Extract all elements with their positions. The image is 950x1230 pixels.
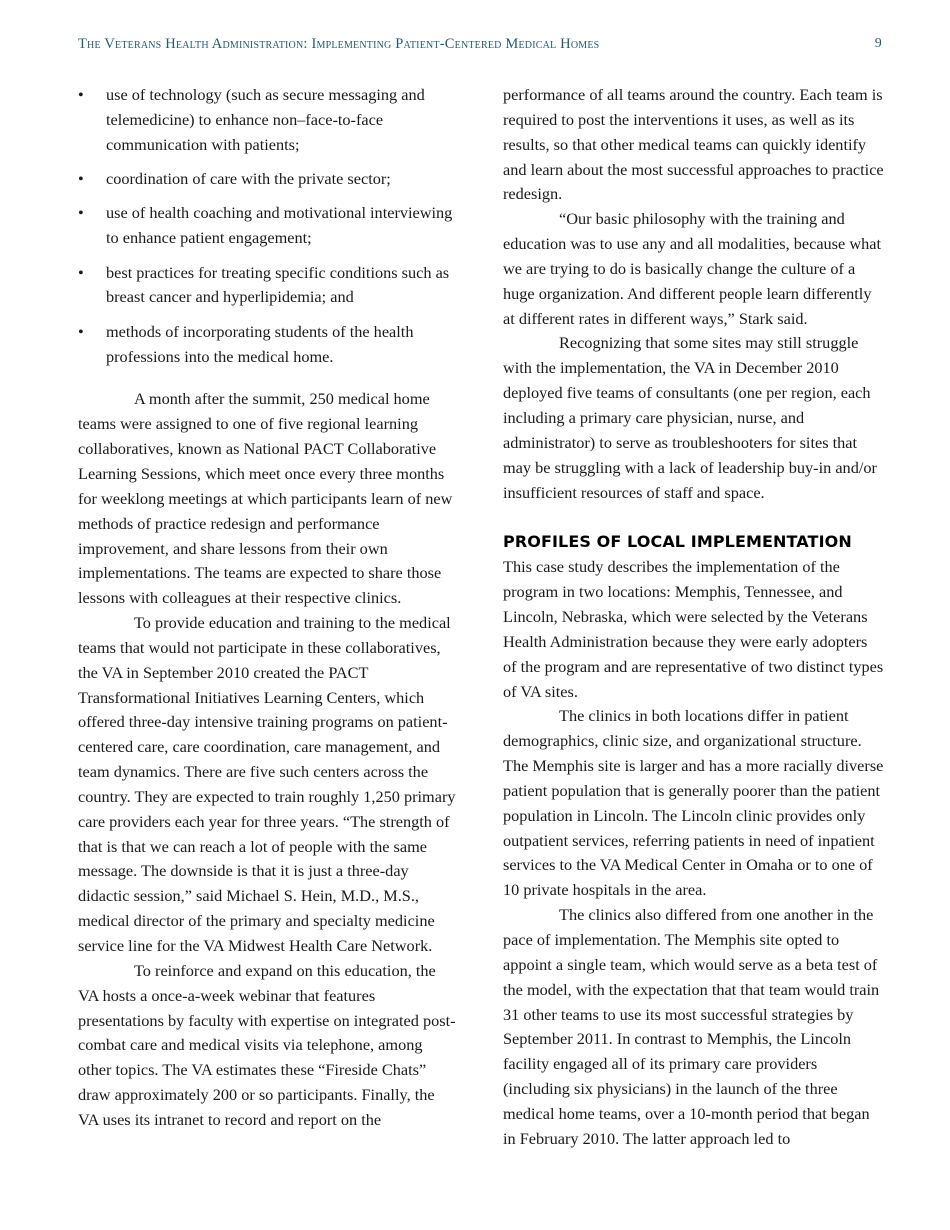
- bullet-icon: •: [78, 203, 84, 223]
- bullet-list: [78, 83, 458, 369]
- body-paragraph: A month after the summit, 250 medical home teams were assigned to one of five regional learning collaboratives, known as National PACT Collaborative Learning Sessions, which meet once every three months for weeklong meetings at which participants learn of new methods of practice redesign and performance improvement, and share lessons from their own implementations. The teams are expected to share those lessons with colleagues at their respective clinics.: [78, 389, 453, 608]
- body-paragraph: The clinics also differed from one another in the pace of implementation. The Memphis site opted to appoint a single team, which would serve as a beta test of the model, with the expectation that that team would train 31 other teams to use its most successful strategies by September 2011. In contrast to Memphis, the Lincoln facility engaged all of its primary care providers (including six physicians) in the launch of the three medical home teams, over a 10-month period that began in February 2010. The latter approach led to: [503, 905, 880, 1148]
- body-paragraph: The clinics in both locations differ in patient demographics, clinic size, and organizational structure. The Memphis site is larger and has a more racially diverse patient population that is generally poorer than the patient population in Lincoln. The Lincoln clinic provides only outpatient services, referring patients in need of inpatient services to the VA Medical Center in Omaha or to one of 10 private hospitals in the area.: [503, 706, 884, 900]
- body-paragraph: To reinforce and expand on this education, the VA hosts a once-a-week webinar that features presentations by faculty with expertise on integrated post-combat care and medical visits via telephone, among other topics. The VA estimates these “Fireside Chats” draw approximately 200 or so participants. Finally, the VA uses its intranet to record and report on the: [78, 960, 456, 1129]
- right-column: [503, 83, 885, 1152]
- list-item: • best practices for treating specific conditions such as breast cancer and hyperlipidemia; and: [78, 262, 450, 307]
- section-heading: PROFILES OF LOCAL IMPLEMENTATION: [503, 532, 852, 552]
- list-item: • coordination of care with the private sector;: [78, 167, 458, 192]
- body-paragraph: performance of all teams around the country. Each team is required to post the interventions it uses, as well as its results, so that other medical teams can quickly identify and learn about the most successful approaches to practice redesign.: [503, 85, 884, 204]
- body-paragraph: To provide education and training to the medical teams that would not participate in these collaboratives, the VA in September 2010 created the PACT Transformational Initiatives Learning Centers, which offered three-day intensive training programs on patient-centered care, care coordination, care management, and team dynamics. There are five such centers across the country. They are expected to train roughly 1,250 primary care providers each year for three years. “The strength of that is that we can reach a lot of people with the same message. The downside is that it is just a three-day didactic session,” said Michael S. Hein, M.D., M.S., medical director of the primary and specialty medicine service line for the VA Midwest Health Care Network.: [78, 613, 456, 955]
- bullet-icon: •: [78, 169, 84, 189]
- bullet-icon: •: [78, 85, 84, 104]
- left-column: [78, 83, 458, 1133]
- bullet-icon: •: [78, 262, 84, 282]
- list-item: • use of health coaching and motivational interviewing to enhance patient engagement;: [78, 203, 453, 248]
- body-paragraph: “Our basic philosophy with the training and education was to use any and all modalities, because what we are trying to do is basically change the culture of a huge organization. And different people learn differently at different rates in different ways,” Stark said.: [503, 209, 881, 328]
- list-item: • methods of incorporating students of the health professions into the medical home.: [78, 321, 414, 366]
- bullet-icon: •: [78, 321, 84, 341]
- list-item: • use of technology (such as secure messaging and telemedicine) to enhance non–face-to-face communication with patients;: [78, 85, 425, 154]
- body-paragraph: Recognizing that some sites may still struggle with the implementation, the VA in December 2010 deployed five teams of consultants (one per region, each including a primary care physician, nurse, and administrator) to serve as troubleshooters for sites that may be struggling with a lack of leadership buy-in and/or insufficient resources of staff and space.: [503, 333, 877, 502]
- page-number: 9: [874, 36, 882, 51]
- running-header: [78, 36, 882, 53]
- body-paragraph: This case study describes the implementation of the program in two locations: Memphis, Tennessee, and Lincoln, Nebraska, which were selected by the Veterans Health Administration because they were early adopters of the program and are representative of two distinct types of VA sites.: [503, 557, 884, 701]
- running-title: The Veterans Health Administration: Implementing Patient-Centered Medical Homes: [78, 36, 600, 52]
